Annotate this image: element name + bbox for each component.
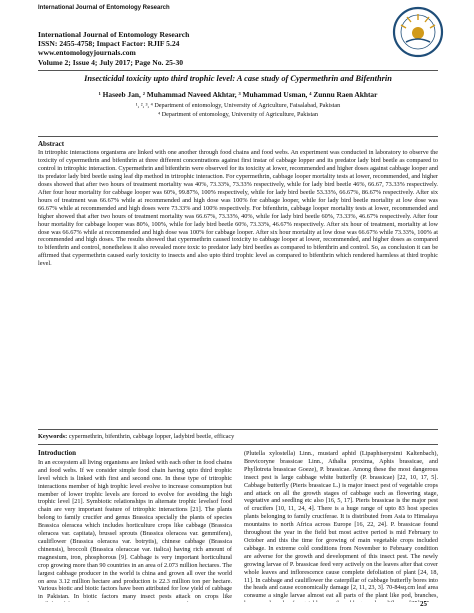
- journal-issn: ISSN: 2455-4758; Impact Factor: RJIF 5.24: [38, 39, 180, 49]
- introduction-left-text: In an ecosystem all living organisms are linked with each other in food chains and food webs. If we consider simple food chain having upto third trophic level which is linked with first and second one. In these type of tritrophic interactions member of high trophic level evolve to increase consumption but member of lower trophic levels are forced to evolve for avoiding the high trophic level [21]. Symbiotic relationships in alternate trophic levelsof food chain are very important feature of tritrophic interactions [21]. The plants belong to family crucifer and genus Brassica specially the plants of species Brassica oleracea which includes horticulture crops like cabbage (Brassica oleracea var. capitata), brussel sprouts (Brassica oleracea var. gemmifera), cauliflower (Brassica oleracea var. botrytis), chinese cabbage (Brassica chinensis), broccoli (Brassica oleraccae var. italica) having rich amount of magnesium, iron, phosphorous [9]. Cabbage is very important horticultural crop growing more than 90 countries in an area of 2.073 million hectares. The largest cabbage producer in the world is china and grown all over the world on area 3.12 million hectare and production is 22.3 million ton per hectare. Various biotic and biotic factors have been attributed for low yield of cabbage in Pakistan. In biotic factors many insect pests attack on crops like: [38, 458, 232, 601]
- journal-website[interactable]: www.entomologyjournals.com: [38, 48, 136, 58]
- abstract-heading: Abstract: [38, 140, 65, 148]
- paper-title: Insecticidal toxicity upto third trophic level: A case study of Cypermethrin and Bifenthrin: [84, 74, 392, 83]
- journal-logo-icon: [392, 6, 444, 58]
- column-right: [244, 450, 438, 602]
- journal-volume: Volume 2; Issue 4; July 2017; Page No. 25-30: [38, 57, 184, 67]
- paper-authors: ¹ Haseeb Jan, ² Muhammad Naveed Akhtar, ³ Muhammad Usman, ⁴ Zunnu Raen Akhtar: [98, 90, 378, 99]
- journal-info: [38, 30, 189, 67]
- affiliation-1: ¹, ², ³, ⁴ Department of entomology, University of Agriculture, Faisalabad, Pakistan: [135, 102, 341, 109]
- keywords-label: Keywords:: [38, 433, 68, 440]
- introduction-heading: Introduction: [38, 450, 76, 457]
- journal-name: International Journal of Entomology Research: [38, 30, 190, 39]
- abstract-text: In tritrophic interactions organisms are linked with one another through food chains and food webs. An experiment was conducted in laboratory to observe the toxicity of cypermethrin and bifenthrin at three different concentrations against first instar of cabbage lopper and its predator lady bird beetle as compared to control in tritrophic interaction. Cypermethrin and bifenthrin were observed for its toxicity at lower, recommended and higher doses against cabbage looper and its predator lady bird beetle using leaf dip method in tritrophic interaction. For cypermethrin, cabbage looper mortality tests at lower, recommended, and higher doses showed that after two hours of treatment mortality was 40%, 73.33%, 73.33% respectively, while for lady bird beetle 46%, 66.67, 73.33% respectively. After four hour mortality for cabbage looper was 60%, 99.87%, 100% respectively, while for lady bird beetle 53.33%, 66.67%, 86.67% respectively. After six hours of treatment was 66.67% while at recommended and high dose was 100% for cabbage looper, while for lady bird beetle mortality at low dose was 66.67% while at recommended and high doses were 73.33% and 100% respectively. For bifenthrin, cabbage looper mortality tests at lower, recommended and higher showed that after two hours of treatment mortality was 66.67%, 73.33%, 40%, while for lady bird beetle 60%, 73.33%, 46.67% respectively. After four hour mortality for cabbage looper was 80%, 100%, while for lady bird beetle 60%, 73.33%, 46.67% respectively. After six hour of treatment, mortality at low dose was 66.67% while at recommended and high dose was 100% for cabbage looper. After six hour mortality at low dose was 66.67% while 73.33%, 100% at recommended and high doses. The results showed that cypermethrin caused toxicity to cabbage looper at lower, recommended, and higher doses as compared to bifenthrin and control, nonetheless it also revealed more toxic to predator lady bird beetles as compared to bifenthrin and control. So, as conclusion it can be affirmed that cypermethrin caused early toxicity to insects and also upto third trophic level as compared to bifenthrin which rendered harmless at third trophic level.: [38, 149, 438, 268]
- affiliations: [38, 102, 438, 119]
- affiliation-2: ⁴ Department of entomology, University of Agriculture, Pakistan: [157, 110, 319, 118]
- divider: [38, 444, 438, 445]
- keywords-text: cypermethrin, bifenthrin, cabbage lopper, ladybird beetle, efficacy: [67, 433, 235, 440]
- divider: [38, 429, 438, 430]
- divider: [38, 70, 438, 71]
- running-header: International Journal of Entomology Research: [38, 5, 170, 11]
- column-left: [38, 450, 232, 602]
- introduction-right-text: (Plutella xylostella) Linn., mustard aphid (Lipaphiserysimi Kaltenbach), Brevicoryne brassicae Linn., Athalia proxima, Aphis brassicae, and Phyllotreta brassicae Goeze), P. brassicae. Among these the most dangerous insect pest is large cabbage white butterfly (P. brassicae) [22, 10, 17, 5]. Cabbage butterfly (Pieris brassicae L.) is major insect pest of vegetable crops and attack on all the growth stages of cabbage such as flowering stage, vegetative and seedling etc also [16, 5, 17]. Pieris brassicae is the major pest of crucifers [10, 11, 24, 4]. There is a huge range of upto 83 host species plants belonging to family cruciferae. It is distributed from Asia to Himalaya mountains to north Africa across Europe [16, 22, 24]. P. brassicae found throughout the year in the field but most active period is mid February to October and this the time for growing of main vegetable crops included cabbage. In extreme cold conditions from November to February condition are adverse for the growth and development of this insect pest. The newly growing larvae of P. brassicae feed very actively on the leaves after that cover whole leaves and inflorescence cause complete defoliation of plant [24, 18, 11]. In cabbage and cauliflower the caterpillar of cabbage butterfly bores into the heads and cause economically damage [2, 11, 23, 3]. 70-84sq.cm leaf area consume a single larvae almost eat all parts of the plant like pod, branches,: [244, 450, 438, 600]
- divider: [38, 136, 438, 137]
- page-number: 25: [420, 600, 427, 608]
- keywords: [38, 433, 438, 441]
